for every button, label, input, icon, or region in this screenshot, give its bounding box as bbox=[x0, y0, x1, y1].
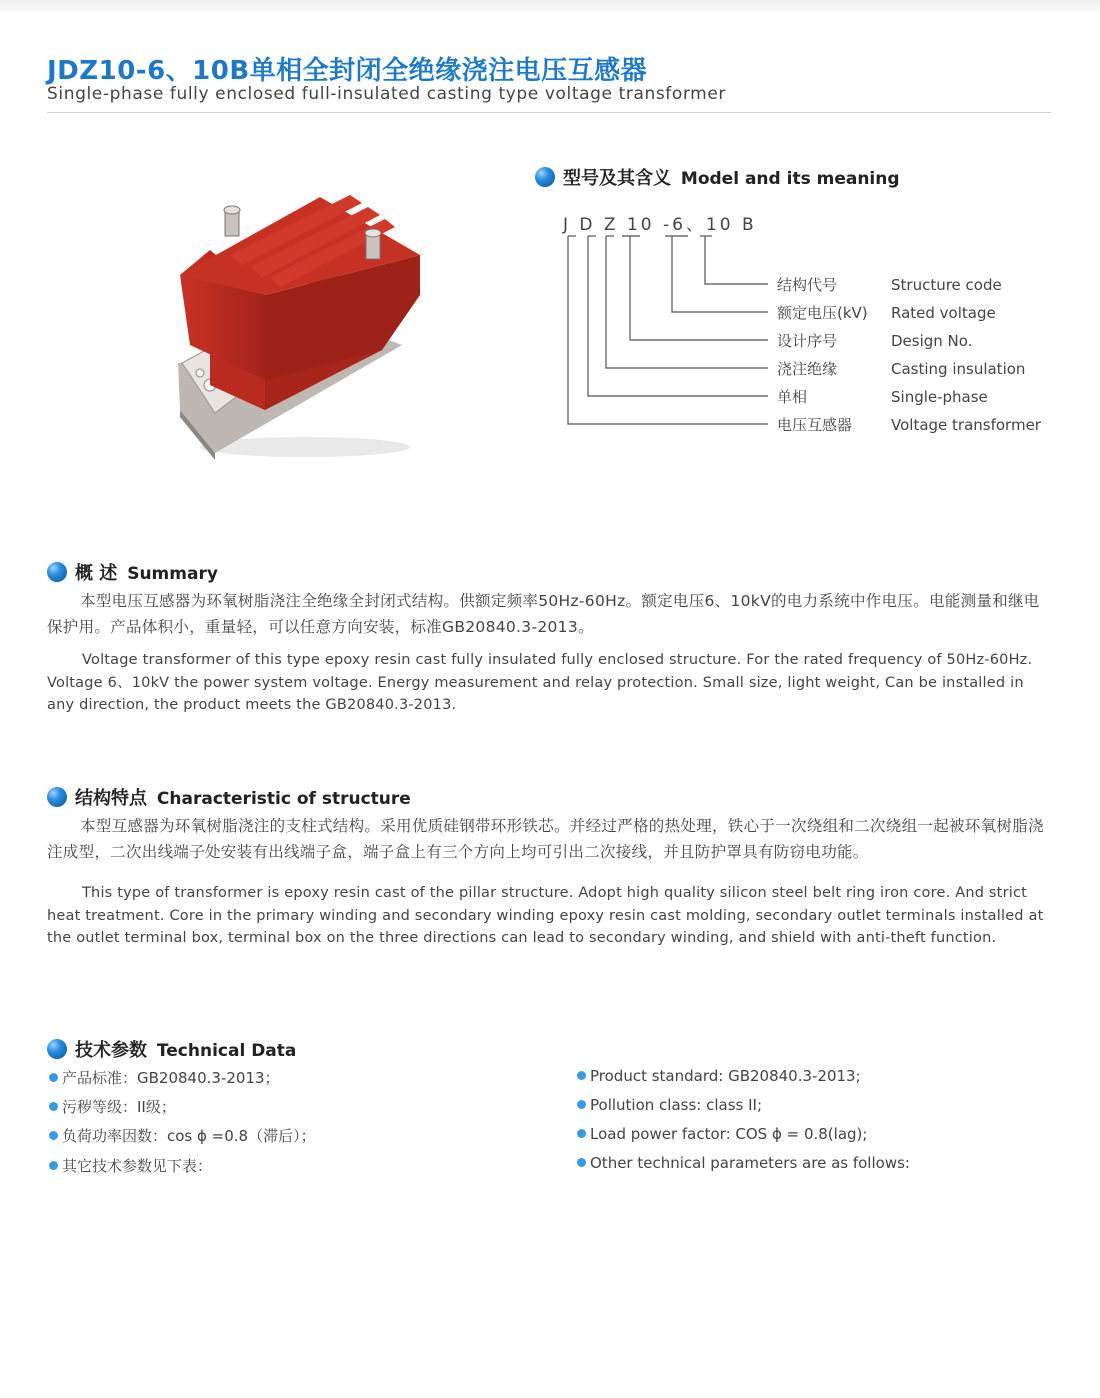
spec-item-zh bbox=[49, 1155, 212, 1176]
meaning-row bbox=[777, 414, 1041, 435]
model-meaning-diagram bbox=[560, 230, 780, 430]
meaning-en: Casting insulation bbox=[891, 360, 1026, 378]
model-code: J D Z 10 -6、10 B bbox=[563, 215, 757, 235]
spec-text: Pollution class: class II; bbox=[590, 1096, 762, 1114]
section-bullet-icon bbox=[535, 167, 555, 187]
meaning-en: Design No. bbox=[891, 332, 973, 350]
structure-heading bbox=[47, 784, 411, 810]
meaning-zh: 电压互感器 bbox=[777, 416, 853, 434]
technical-heading-zh: 技术参数 bbox=[75, 1040, 147, 1061]
meaning-en: Structure code bbox=[891, 276, 1002, 294]
header-divider bbox=[47, 112, 1051, 113]
spec-item-en bbox=[577, 1096, 762, 1114]
spec-text: 其它技术参数见下表： bbox=[62, 1157, 213, 1175]
spec-text: Product standard: GB20840.3-2013; bbox=[590, 1067, 861, 1085]
meaning-zh: 设计序号 bbox=[777, 332, 838, 350]
page-subtitle: Single-phase fully enclosed full-insulated casting type voltage transformer bbox=[47, 84, 726, 104]
summary-heading-zh: 概 述 bbox=[75, 563, 118, 584]
bullet-dot-icon bbox=[577, 1100, 586, 1109]
structure-heading-zh: 结构特点 bbox=[75, 788, 147, 809]
summary-text-zh: 本型电压互感器为环氧树脂浇注全绝缘全封闭式结构。供额定频率50Hz-60Hz。额定电压6、10kV的电力系统中作电压。电能测量和继电保护用。产品体积小，重量轻，可以任意方向安装，标准GB20840.3-2013。 bbox=[47, 592, 1040, 636]
summary-heading bbox=[47, 559, 218, 585]
bullet-dot-icon bbox=[577, 1129, 586, 1138]
bullet-dot-icon bbox=[577, 1158, 586, 1167]
meaning-zh: 浇注绝缘 bbox=[777, 360, 838, 378]
meaning-row bbox=[777, 358, 1025, 379]
model-heading-en: Model and its meaning bbox=[680, 169, 900, 189]
model-heading-zh: 型号及其含义 bbox=[563, 168, 671, 189]
spec-text: 污秽等级：II级； bbox=[62, 1098, 176, 1116]
section-bullet-icon bbox=[47, 1039, 67, 1059]
spec-text: Load power factor: COS ϕ = 0.8(lag); bbox=[590, 1125, 868, 1143]
model-heading bbox=[535, 164, 900, 190]
meaning-row bbox=[777, 274, 1002, 295]
spec-item-zh bbox=[49, 1067, 280, 1088]
meaning-zh: 额定电压(kV) bbox=[777, 304, 868, 322]
spec-text: 产品标准：GB20840.3-2013； bbox=[62, 1069, 280, 1087]
spec-text: 负荷功率因数：cos ϕ =0.8（滞后）； bbox=[62, 1127, 316, 1145]
structure-text-zh: 本型互感器为环氧树脂浇注的支柱式结构。采用优质硅钢带环形铁芯。并经过严格的热处理，铁心于一次绕组和二次绕组一起被环氧树脂浇注成型，二次出线端子处安装有出线端子盒，端子盒上有三个方向上均可引出二次接线，并且防护罩具有防窃电功能。 bbox=[47, 817, 1044, 861]
spec-item-en bbox=[577, 1067, 861, 1085]
spec-item-en bbox=[577, 1125, 867, 1143]
section-bullet-icon bbox=[47, 787, 67, 807]
bullet-dot-icon bbox=[577, 1071, 586, 1080]
meaning-row bbox=[777, 386, 988, 407]
page-title: JDZ10-6、10B单相全封闭全绝缘浇注电压互感器 bbox=[47, 56, 648, 86]
summary-text-en: Voltage transformer of this type epoxy resin cast fully insulated fully enclosed structure. For the rated frequency of 50Hz-60Hz. Voltage 6、10kV the power system voltage. Energy measurement and relay protection. Small size, light weight, Can be installed in any direction, the product meets the GB20840.3-2013. bbox=[47, 652, 1033, 713]
meaning-en: Voltage transformer bbox=[891, 416, 1041, 434]
top-shade bbox=[0, 0, 1100, 14]
spec-item-zh bbox=[49, 1125, 316, 1146]
technical-heading bbox=[47, 1036, 296, 1062]
structure-text-en: This type of transformer is epoxy resin cast of the pillar structure. Adopt high quality silicon steel belt ring iron core. And strict heat treatment. Core in the primary winding and secondary winding epoxy resin cast molding, secondary outlet terminals installed at the outlet terminal box, terminal box on the three directions can lead to secondary winding, and shield with anti-theft function. bbox=[47, 885, 1044, 946]
bullet-dot-icon bbox=[49, 1161, 58, 1170]
spec-item-zh bbox=[49, 1096, 176, 1117]
meaning-row bbox=[777, 330, 972, 351]
meaning-zh: 单相 bbox=[777, 388, 808, 406]
bullet-dot-icon bbox=[49, 1073, 58, 1082]
spec-item-en bbox=[577, 1154, 910, 1172]
meaning-zh: 结构代号 bbox=[777, 276, 838, 294]
structure-heading-en: Characteristic of structure bbox=[156, 789, 411, 809]
technical-heading-en: Technical Data bbox=[156, 1041, 297, 1061]
meaning-en: Single-phase bbox=[891, 388, 988, 406]
spec-text: Other technical parameters are as follows: bbox=[590, 1154, 910, 1172]
section-bullet-icon bbox=[47, 562, 67, 582]
bullet-dot-icon bbox=[49, 1131, 58, 1140]
meaning-en: Rated voltage bbox=[891, 304, 996, 322]
transformer-photo bbox=[170, 185, 440, 460]
meaning-row bbox=[777, 302, 996, 323]
bullet-dot-icon bbox=[49, 1102, 58, 1111]
summary-heading-en: Summary bbox=[127, 564, 218, 584]
